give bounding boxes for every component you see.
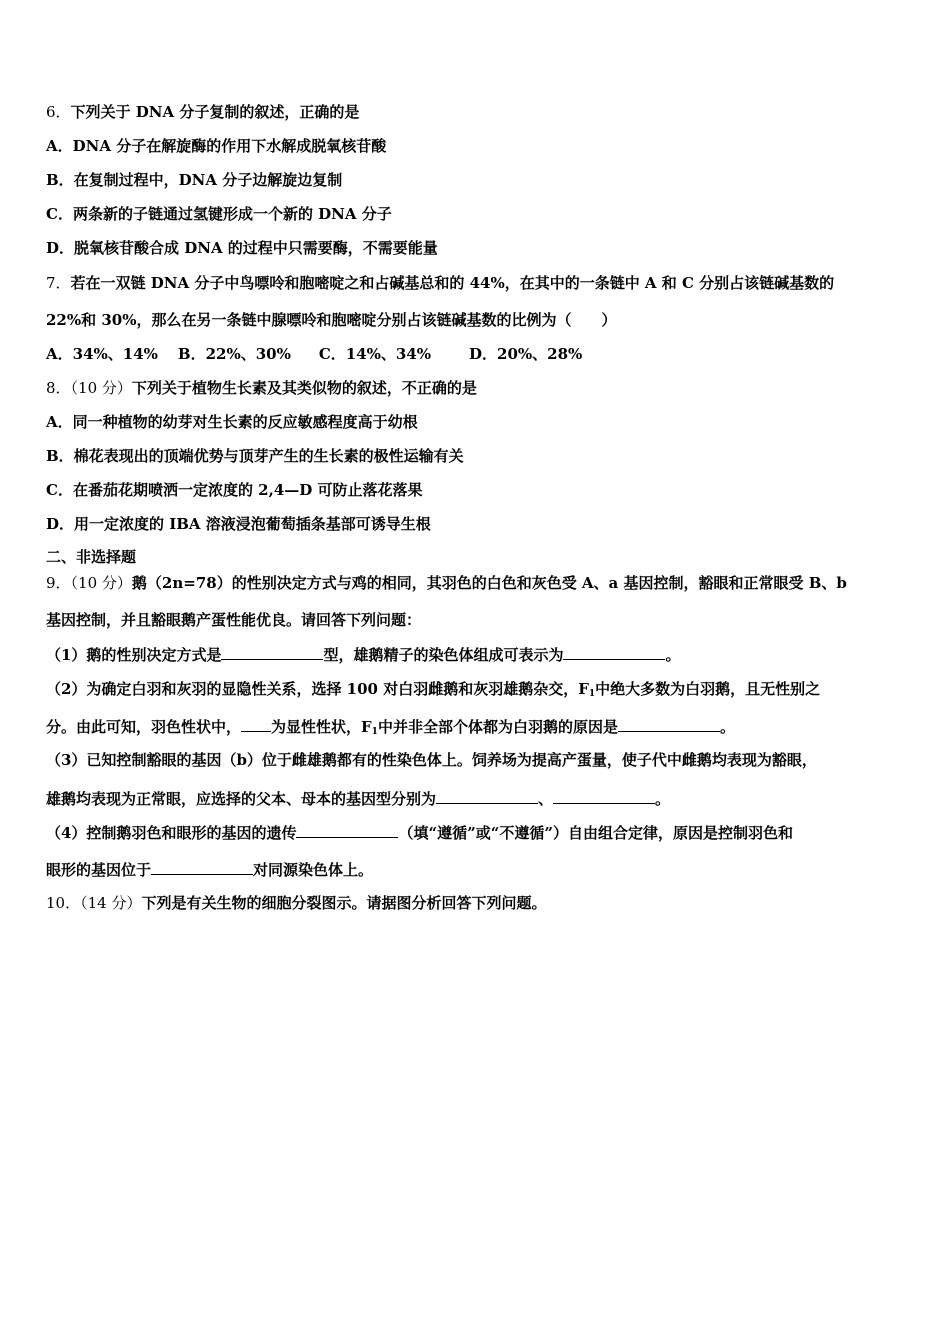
q10-stem: 10．（14 分）下列是有关生物的细胞分裂图示。请据图分析回答下列问题。 [46, 894, 547, 912]
q9-stem-line2: 基因控制，并且豁眼鹅产蛋性能优良。请回答下列问题： [46, 611, 422, 629]
q6-stem: 6．下列关于 DNA 分子复制的叙述，正确的是 [46, 103, 360, 121]
answer-blank[interactable] [221, 644, 323, 660]
q8-number: 8． [46, 379, 71, 397]
q9-part2-line1: （2）为确定白羽和灰羽的显隐性关系，选择 100 对白羽雌鹅和灰羽雄鹅杂交，$F_1$中绝大多数为白羽鹅，且无性别之 [46, 680, 821, 699]
answer-blank[interactable] [151, 859, 253, 875]
answer-blank[interactable] [553, 788, 655, 804]
q9-number: 9． [46, 574, 71, 592]
section-heading: 二、非选择题 [46, 548, 137, 566]
q10-score: （14 分） [80, 894, 142, 912]
q6-option-a: A．DNA 分子在解旋酶的作用下水解成脱氧核苷酸 [46, 137, 387, 155]
q8-option-a: A．同一种植物的幼芽对生长素的反应敏感程度高于幼根 [46, 413, 418, 431]
q7-option-a: A．34%、14% [46, 345, 158, 363]
q9-part3-line1: （3）已知控制豁眼的基因（b）位于雌雄鹅都有的性染色体上。饲养场为提高产蛋量，使子代中雌鹅均表现为豁眼， [46, 751, 817, 769]
q7-stem-line2: 22%和 30%，那么在另一条链中腺嘌呤和胞嘧啶分别占该链碱基数的比例为（ ） [46, 311, 617, 329]
answer-blank[interactable] [563, 644, 665, 660]
q9-part1: （1）鹅的性别决定方式是 型，雄鹅精子的染色体组成可表示为 。 [46, 646, 681, 664]
q7-number: 7． [46, 274, 71, 292]
q6-number: 6． [46, 103, 71, 121]
q9-part2-line2: 分。由此可知，羽色性状中， 为显性性状，$F_1$中并非全部个体都为白羽鹅的原因是 。 [46, 718, 735, 737]
q9-stem-line1: 9．（10 分）鹅（2n=78）的性别决定方式与鸡的相同，其羽色的白色和灰色受 A、a 基因控制，豁眼和正常眼受 B、b [46, 574, 847, 592]
q10-number: 10． [46, 894, 81, 912]
answer-blank[interactable] [296, 822, 398, 838]
q7-option-d: D．20%、28% [469, 345, 583, 363]
q9-part4-line1: （4）控制鹅羽色和眼形的基因的遗传 （填“遵循”或“不遵循”）自由组合定律，原因是控制羽色和 [46, 824, 793, 842]
q8-stem: 8．（10 分）下列关于植物生长素及其类似物的叙述，不正确的是 [46, 379, 477, 397]
q7-option-c: C．14%、34% [318, 345, 432, 363]
q7-options [46, 344, 582, 364]
q7-option-b: B．22%、30% [177, 345, 291, 363]
answer-blank[interactable] [241, 716, 271, 732]
q7-stem-line1: 7．若在一双链 DNA 分子中鸟嘌呤和胞嘧啶之和占碱基总和的 44%，在其中的一条链中 A 和 C 分别占该链碱基数的 [46, 274, 835, 292]
q8-option-d: D．用一定浓度的 IBA 溶液浸泡葡萄插条基部可诱导生根 [46, 515, 431, 533]
q6-option-d: D．脱氧核苷酸合成 DNA 的过程中只需要酶，不需要能量 [46, 239, 438, 257]
answer-blank[interactable] [436, 788, 538, 804]
q9-score: （10 分） [70, 574, 132, 592]
q8-option-b: B．棉花表现出的顶端优势与顶芽产生的生长素的极性运输有关 [46, 447, 464, 465]
q9-part3-line2: 雄鹅均表现为正常眼，应选择的父本、母本的基因型分别为 、 。 [46, 790, 671, 808]
q9-part4-line2: 眼形的基因位于 对同源染色体上。 [46, 861, 374, 879]
answer-blank[interactable] [618, 716, 720, 732]
q8-score: （10 分） [70, 379, 132, 397]
q6-option-b: B．在复制过程中，DNA 分子边解旋边复制 [46, 171, 343, 189]
q6-option-c: C．两条新的子链通过氢键形成一个新的 DNA 分子 [46, 205, 392, 223]
q8-option-c: C．在番茄花期喷洒一定浓度的 2,4—D 可防止落花落果 [46, 481, 423, 499]
